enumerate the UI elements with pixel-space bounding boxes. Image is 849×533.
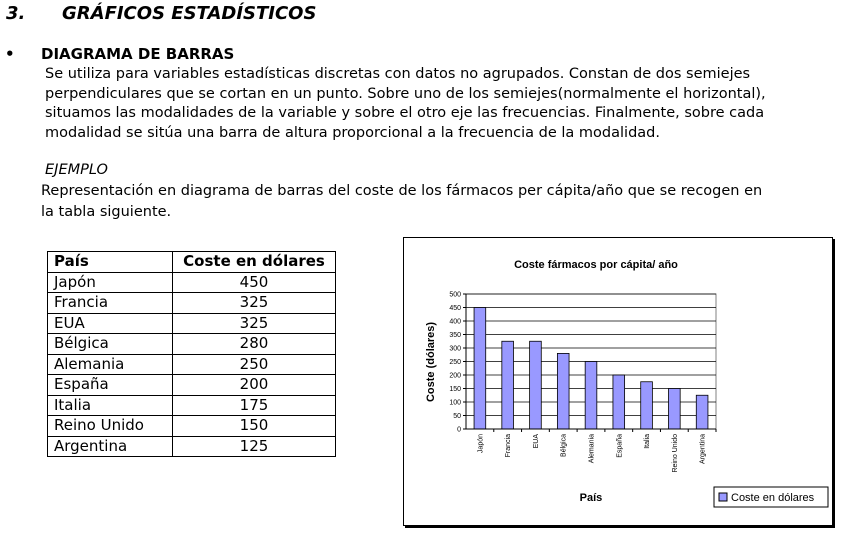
section-heading <box>6 3 316 24</box>
bar <box>669 389 681 430</box>
table-cell-country: Francia <box>48 293 173 314</box>
table-cell-cost: 175 <box>173 395 336 416</box>
y-axis-label: Coste (dólares) <box>425 321 437 403</box>
y-tick-label: 350 <box>449 332 461 339</box>
bar <box>585 362 597 430</box>
y-tick-label: 50 <box>453 413 461 420</box>
table-row <box>48 395 336 416</box>
x-tick-label: EUA <box>532 434 540 449</box>
bar <box>557 353 569 429</box>
table-cell-cost: 325 <box>173 293 336 314</box>
table-row <box>48 313 336 334</box>
legend-label: Coste en dólares <box>731 492 815 504</box>
y-tick-label: 100 <box>449 399 461 407</box>
x-tick-label: Alemania <box>588 434 596 464</box>
bar <box>696 395 708 429</box>
x-tick-label: Bélgica <box>560 434 568 457</box>
table-header-row <box>48 252 336 273</box>
table-cell-cost: 280 <box>173 334 336 355</box>
y-tick-label: 300 <box>449 345 461 353</box>
table-cell-country: Argentina <box>48 436 173 457</box>
bar-chart-svg <box>404 238 832 525</box>
table-cell-country: Italia <box>48 395 173 416</box>
chart-title: Coste fármacos por cápita/ año <box>514 259 678 271</box>
bullet-symbol: • <box>5 45 15 63</box>
bar <box>502 341 514 429</box>
table-row <box>48 436 336 457</box>
y-tick-label: 500 <box>449 291 461 299</box>
x-tick-label: Argentina <box>699 434 707 464</box>
table-row <box>48 272 336 293</box>
table-row <box>48 354 336 375</box>
x-tick-label: Reino Unido <box>671 434 679 473</box>
table-cell-cost: 200 <box>173 375 336 396</box>
table-cell-country: Bélgica <box>48 334 173 355</box>
table-header-cost: Coste en dólares <box>173 252 336 273</box>
x-tick-label: Italia <box>644 434 652 449</box>
section-number: 3. <box>6 3 26 24</box>
y-tick-label: 0 <box>457 426 461 434</box>
y-tick-label: 200 <box>449 372 461 380</box>
bar <box>474 308 486 430</box>
x-axis-ticks <box>477 429 716 473</box>
x-tick-label: Japón <box>477 434 485 454</box>
table-row <box>48 375 336 396</box>
section-title: GRÁFICOS ESTADÍSTICOS <box>62 3 317 24</box>
x-axis-label: País <box>579 492 603 504</box>
x-tick-label: Francia <box>505 434 513 458</box>
table-cell-country: España <box>48 375 173 396</box>
y-tick-label: 400 <box>449 318 461 326</box>
table-cell-country: Alemania <box>48 354 173 375</box>
y-tick-label: 450 <box>449 305 461 312</box>
bar <box>641 382 653 429</box>
table-cell-country: Japón <box>48 272 173 293</box>
y-tick-label: 150 <box>449 386 461 393</box>
bar <box>530 341 542 429</box>
table-cell-cost: 250 <box>173 354 336 375</box>
table-cell-cost: 325 <box>173 313 336 334</box>
example-label: EJEMPLO <box>45 162 108 178</box>
table-row <box>48 416 336 437</box>
legend-swatch <box>719 493 727 501</box>
table-cell-cost: 150 <box>173 416 336 437</box>
table-cell-country: Reino Unido <box>48 416 173 437</box>
bar <box>613 375 625 429</box>
bar-chart <box>403 237 833 526</box>
legend <box>714 487 828 507</box>
table-header-country: País <box>48 252 173 273</box>
y-tick-label: 250 <box>449 359 461 366</box>
definition-paragraph: Se utiliza para variables estadísticas discretas con datos no agrupados. Constan de dos semiejes perpendiculares que se cortan en un punto. Sobre uno de los semiejes(normalmente el horizontal), situamos las modalidades de la variable y sobre el otro eje las frecuencias. Finalmente, sobre cada modalidad se sitúa una barra de altura proporcional a la frecuencia de la modalidad. <box>45 66 766 141</box>
bullet-title: DIAGRAMA DE BARRAS <box>41 45 235 63</box>
table-row <box>48 293 336 314</box>
x-tick-label: España <box>616 434 624 458</box>
table-cell-cost: 125 <box>173 436 336 457</box>
y-axis-ticks <box>449 292 466 434</box>
cost-table <box>47 251 336 457</box>
table-cell-country: EUA <box>48 313 173 334</box>
table-row <box>48 334 336 355</box>
example-text: Representación en diagrama de barras del coste de los fármacos per cápita/año que se recogen en la tabla siguiente. <box>41 183 763 220</box>
table-cell-cost: 450 <box>173 272 336 293</box>
